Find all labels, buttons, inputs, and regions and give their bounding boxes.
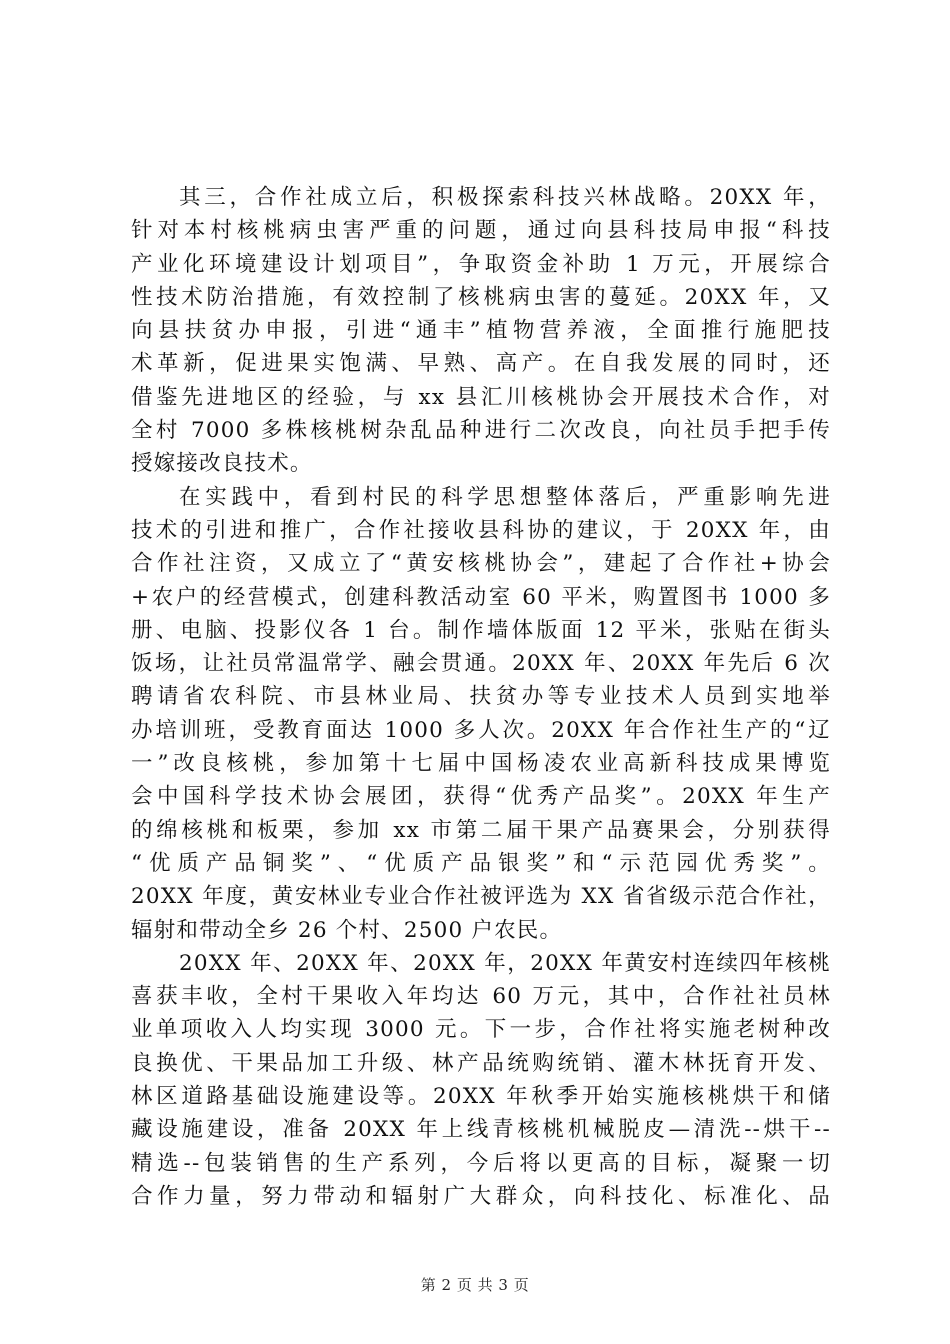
- text-line: 业单项收入人均实现 3000 元。下一步，合作社将实施老树种改: [131, 1017, 831, 1043]
- text-line: 一”改良核桃，参加第十七届中国杨凌农业高新科技成果博览: [131, 751, 831, 777]
- text-line: 授嫁接改良技术。: [131, 451, 313, 477]
- text-line: 术革新，促进果实饱满、早熟、高产。在自我发展的同时，还: [131, 351, 831, 377]
- text-line: 全村 7000 多株核桃树杂乱品种进行二次改良，向社员手把手传: [131, 418, 831, 444]
- text-line: 良换优、干果品加工升级、林产品统购统销、灌木林抚育开发、: [131, 1050, 831, 1076]
- document-body: [131, 181, 831, 1213]
- text-line: 辐射和带动全乡 26 个村、2500 户农民。: [131, 917, 563, 943]
- text-line: 针对本村核桃病虫害严重的问题，通过向县科技局申报“科技: [131, 218, 831, 244]
- paragraph: [131, 181, 831, 481]
- text-line: 的绵核桃和板栗，参加 xx 市第二届干果产品赛果会，分别获得: [131, 817, 831, 843]
- paragraph: [131, 947, 831, 1213]
- text-line: 林区道路基础设施建设等。20XX 年秋季开始实施核桃烘干和储: [131, 1084, 831, 1110]
- text-line: “优质产品铜奖”、“优质产品银奖”和“示范园优秀奖”。: [131, 850, 831, 876]
- text-line: 饭场，让社员常温常学、融会贯通。20XX 年、20XX 年先后 6 次: [131, 651, 831, 677]
- text-line: 20XX 年、20XX 年、20XX 年，20XX 年黄安村连续四年核桃: [179, 950, 831, 976]
- text-line: 性技术防治措施，有效控制了核桃病虫害的蔓延。20XX 年，又: [131, 284, 831, 310]
- text-line: 技术的引进和推广，合作社接收县科协的建议，于 20XX 年，由: [131, 517, 831, 543]
- text-line: 其三，合作社成立后，积极探索科技兴林战略。20XX 年，: [179, 185, 831, 210]
- paragraph: [131, 481, 831, 947]
- text-line: 办培训班，受教育面达 1000 多人次。20XX 年合作社生产的“辽: [131, 717, 831, 743]
- text-line: 20XX 年度，黄安林业专业合作社被评选为 XX 省省级示范合作社，: [131, 884, 831, 910]
- page-number-footer: 第 2 页 共 3 页: [420, 1276, 530, 1294]
- text-line: 合作社注资，又成立了“黄安核桃协会”，建起了合作社+协会: [131, 551, 831, 577]
- text-line: 聘请省农科院、市县林业局、扶贫办等专业技术人员到实地举: [131, 684, 831, 710]
- text-line: 喜获丰收，全村干果收入年均达 60 万元，其中，合作社社员林: [131, 984, 831, 1010]
- text-line: 借鉴先进地区的经验，与 xx 县汇川核桃协会开展技术合作，对: [131, 384, 831, 410]
- text-line: 产业化环境建设计划项目”，争取资金补助 1 万元，开展综合: [131, 251, 831, 277]
- text-line: 精选--包装销售的生产系列，今后将以更高的目标，凝聚一切: [131, 1150, 831, 1176]
- text-line: 在实践中，看到村民的科学思想整体落后，严重影响先进: [179, 484, 831, 510]
- text-line: 册、电脑、投影仪各 1 台。制作墙体版面 12 平米，张贴在街头: [131, 617, 831, 643]
- text-line: 藏设施建设，准备 20XX 年上线青核桃机械脱皮—清洗--烘干--: [131, 1117, 831, 1143]
- text-line: 向县扶贫办申报，引进“通丰”植物营养液，全面推行施肥技: [131, 318, 831, 344]
- text-line: 合作力量，努力带动和辐射广大群众，向科技化、标准化、品: [131, 1183, 831, 1209]
- text-line: 会中国科学技术协会展团，获得“优秀产品奖”。20XX 年生产: [131, 784, 831, 810]
- text-line: +农户的经营模式，创建科教活动室 60 平米，购置图书 1000 多: [131, 584, 831, 610]
